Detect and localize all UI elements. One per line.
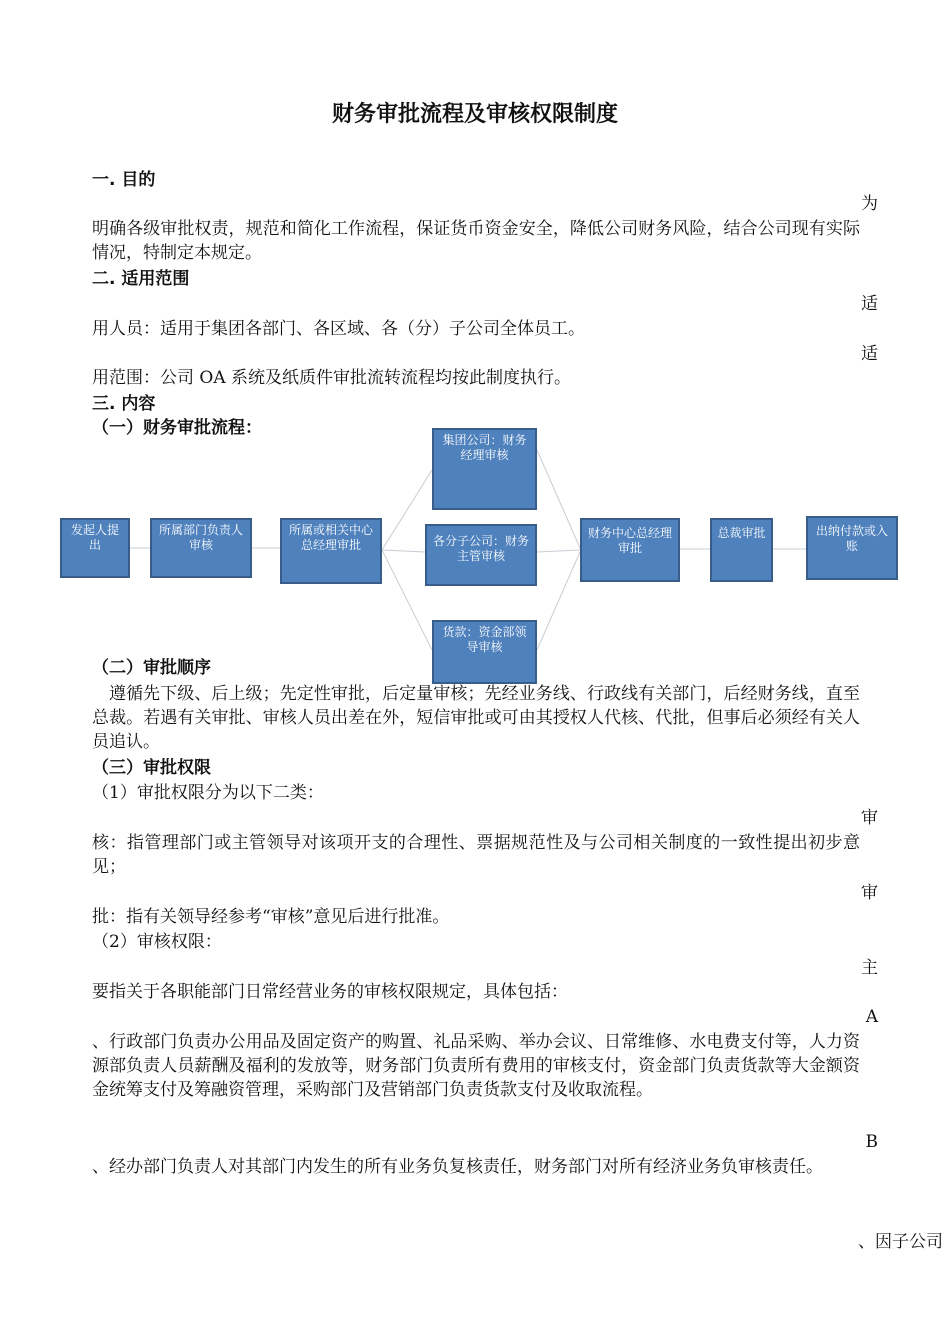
section-heading-content: 三. 内容: [92, 394, 156, 414]
flow-box-president: 总裁审批: [710, 518, 773, 582]
purpose-lead-char: 为: [861, 194, 878, 214]
authority-lead-char-3: 主: [861, 958, 878, 978]
item-c-fragment: 、因子公司: [858, 1232, 943, 1252]
section-heading-purpose: 一. 目的: [92, 170, 156, 190]
approval-order-paragraph: 遵循先下级、后上级；先定性审批，后定量审核；先经业务线、行政线有关部门，后经财务线，直至总裁。若遇有关审批、审核人员出差在外，短信审批或可由其授权人代核、代批，但事后必须经有关人员追认。: [92, 684, 860, 752]
subheading-approval-authority: （三）审批权限: [92, 758, 211, 778]
subheading-approval-flow: （一）财务审批流程：: [92, 418, 262, 438]
flow-box-cashier: 出纳付款或入账: [806, 516, 898, 580]
flow-box-subsidiary-finance-supervisor: 各分子公司：财务主管审核: [425, 524, 537, 586]
subheading-approval-order: （二）审批顺序: [92, 658, 211, 678]
flow-box-dept-head: 所属部门负责人审核: [150, 518, 252, 578]
item-a-paragraph: 、行政部门负责办公用品及固定资产的购置、礼品采购、举办会议、日常维修、水电费支付等，人力资源部负责人员薪酬及福利的发放等，财务部门负责所有费用的审核支付，资金部门负责货款等大金额资金统筹支付及筹融资管理，采购部门及营销部门负责货款支付及收取流程。: [92, 1032, 860, 1100]
section-heading-scope: 二. 适用范围: [92, 269, 190, 289]
flow-box-center-gm: 所属或相关中心总经理审批: [280, 518, 382, 584]
approve-definition-paragraph: 批：指有关领导经参考“审核”意见后进行批准。: [92, 907, 450, 927]
item-b-marker: B: [865, 1132, 878, 1152]
authority-item-1: （1）审批权限分为以下二类：: [92, 783, 324, 803]
connector-fund-fincenter: [537, 552, 580, 650]
page-title: 财务审批流程及审核权限制度: [331, 102, 618, 127]
scope-lead-char-1: 适: [861, 294, 878, 314]
authority-item-2: （2）审核权限：: [92, 932, 222, 952]
item-a-marker: A: [865, 1007, 878, 1027]
review-definition-paragraph: 核：指管理部门或主管领导对该项开支的合理性、票据规范性及与公司相关制度的一致性提出初步意见；: [92, 833, 860, 877]
scope-personnel-paragraph: 用人员：适用于集团各部门、各区域、各（分）子公司全体员工。: [92, 319, 585, 339]
connector-sub-fincenter: [537, 550, 580, 552]
connector-center-sub: [382, 550, 425, 552]
review-authority-paragraph: 要指关于各职能部门日常经营业务的审核权限规定，具体包括：: [92, 982, 568, 1002]
authority-lead-char-1: 审: [861, 808, 878, 828]
flow-box-finance-center-gm: 财务中心总经理审批: [580, 518, 680, 582]
flow-box-initiator: 发起人提出: [60, 518, 130, 578]
purpose-paragraph: 明确各级审批权责，规范和简化工作流程，保证货币资金安全，降低公司财务风险，结合公司现有实际情况，特制定本规定。: [92, 219, 860, 263]
connector-group-fincenter: [537, 450, 580, 548]
authority-lead-char-2: 审: [861, 883, 878, 903]
flow-box-group-finance-manager: 集团公司：财务经理审核: [432, 428, 537, 510]
item-b-paragraph: 、经办部门负责人对其部门内发生的所有业务负复核责任，财务部门对所有经济业务负审核责任。: [92, 1157, 823, 1177]
flow-box-fund-dept-lead: 货款：资金部领导审核: [432, 620, 537, 684]
scope-lead-char-2: 适: [861, 344, 878, 364]
scope-range-paragraph: 用范围：公司 OA 系统及纸质件审批流转流程均按此制度执行。: [92, 368, 572, 388]
